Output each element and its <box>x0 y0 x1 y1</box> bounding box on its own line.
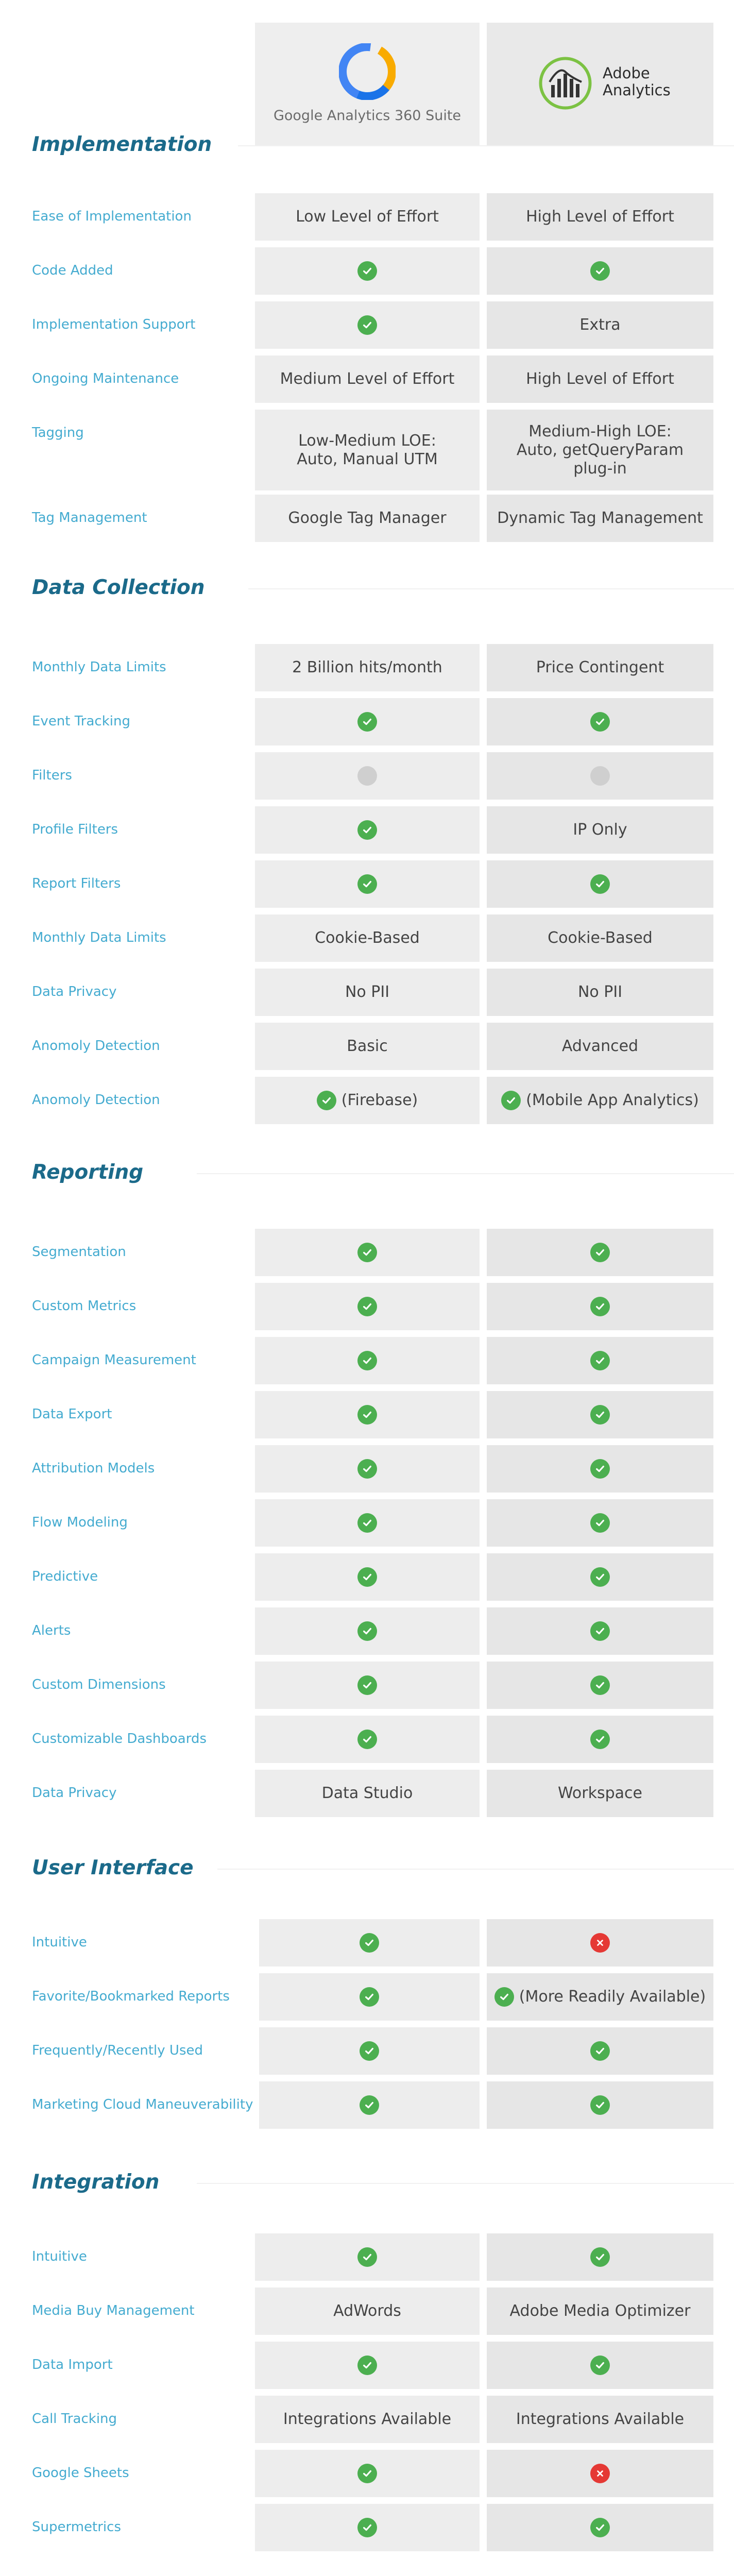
ga360-logo-icon <box>339 43 396 100</box>
row-label: Segmentation <box>32 1244 126 1260</box>
check-icon <box>590 712 610 732</box>
adobe-analytics-cell <box>487 644 713 691</box>
ga360-cell <box>255 806 480 854</box>
check-icon <box>590 1675 610 1695</box>
ga360-cell <box>255 1283 480 1330</box>
adobe-analytics-cell <box>487 1662 713 1709</box>
ga360-cell <box>259 1919 480 1967</box>
check-icon <box>590 1297 610 1316</box>
row-label: Custom Dimensions <box>32 1677 166 1692</box>
cell-value: Extra <box>579 316 621 334</box>
ga360-cell <box>255 2504 480 2551</box>
ga360-cell <box>255 644 480 691</box>
check-icon <box>360 1933 379 1953</box>
ga360-cell <box>255 1077 480 1124</box>
ga360-cell <box>255 1499 480 1547</box>
check-icon <box>590 1730 610 1749</box>
cell-value: Google Tag Manager <box>288 509 447 527</box>
ga360-cell <box>255 698 480 745</box>
cross-icon <box>590 2464 610 2483</box>
adobe-analytics-logo-cell <box>487 23 713 146</box>
adobe-analytics-cell <box>487 1391 713 1438</box>
cell-value: No PII <box>577 983 623 1001</box>
adobe-analytics-cell <box>487 2233 713 2281</box>
cell-value-line: Medium-High LOE: <box>528 422 672 440</box>
ga360-cell <box>255 1662 480 1709</box>
cell-value: 2 Billion hits/month <box>292 658 442 676</box>
check-icon <box>357 2518 377 2537</box>
cell-value: Low Level of Effort <box>296 208 439 226</box>
cell-value: Cookie-Based <box>548 929 653 947</box>
row-label: Report Filters <box>32 876 121 891</box>
ga360-cell <box>255 1391 480 1438</box>
section-title: Data Collection <box>32 576 205 599</box>
cell-value: Dynamic Tag Management <box>497 509 703 527</box>
ga360-cell <box>255 860 480 908</box>
section-title: Integration <box>32 2171 160 2194</box>
adobe-analytics-cell <box>487 1229 713 1276</box>
check-icon <box>357 2247 377 2267</box>
cell-value: No PII <box>345 983 390 1001</box>
adobe-analytics-cell <box>487 1716 713 1763</box>
check-icon <box>590 1513 610 1533</box>
cell-value: Integrations Available <box>283 2410 452 2428</box>
row-label: Tagging <box>32 425 84 440</box>
adobe-analytics-cell <box>487 2081 713 2129</box>
adobe-analytics-cell <box>487 2450 713 2497</box>
ga360-cell <box>255 1229 480 1276</box>
section-integration <box>32 2166 734 2197</box>
adobe-analytics-cell <box>487 1499 713 1547</box>
check-icon <box>360 1987 379 2007</box>
cell-value: (Firebase) <box>341 1091 418 1109</box>
row-label: Call Tracking <box>32 2411 117 2427</box>
ga360-cell <box>255 969 480 1016</box>
row-label: Ongoing Maintenance <box>32 371 179 386</box>
section-divider <box>197 1173 734 1174</box>
ga360-cell <box>255 301 480 349</box>
check-icon <box>357 1730 377 1749</box>
cell-value: Data Studio <box>321 1784 413 1802</box>
row-label: Google Sheets <box>32 2465 129 2481</box>
check-icon <box>357 2464 377 2483</box>
adobe-analytics-cell <box>487 2027 713 2075</box>
check-icon <box>357 1459 377 1479</box>
check-icon <box>494 1987 514 2007</box>
row-label: Favorite/Bookmarked Reports <box>32 1989 230 2004</box>
row-label: Campaign Measurement <box>32 1352 196 1368</box>
cell-value-line: plug-in <box>573 459 627 478</box>
ga360-cell <box>255 2450 480 2497</box>
adobe-analytics-cell <box>487 1607 713 1655</box>
check-icon <box>357 1351 377 1370</box>
neutral-dot-icon <box>590 766 610 786</box>
row-label: Data Import <box>32 2357 113 2372</box>
row-label: Data Privacy <box>32 984 117 999</box>
check-icon <box>501 1091 521 1110</box>
ga360-cell <box>255 193 480 241</box>
check-icon <box>357 1675 377 1695</box>
row-label: Data Export <box>32 1406 112 1422</box>
row-label: Ease of Implementation <box>32 209 192 224</box>
row-label: Tag Management <box>32 510 147 526</box>
check-icon <box>357 315 377 335</box>
cell-value: IP Only <box>573 821 627 839</box>
section-data-collection <box>32 572 734 603</box>
section-divider <box>238 145 734 146</box>
adobe-analytics-cell <box>487 2396 713 2443</box>
check-icon <box>357 1297 377 1316</box>
check-icon <box>357 820 377 840</box>
section-divider <box>197 2183 734 2184</box>
cell-value: Price Contingent <box>536 658 664 676</box>
ga360-cell <box>255 495 480 542</box>
check-icon <box>590 2518 610 2537</box>
ga360-cell <box>255 1607 480 1655</box>
cell-multiline-value <box>297 432 437 469</box>
cell-value: Basic <box>347 1037 388 1055</box>
check-icon <box>357 1567 377 1587</box>
ga360-cell <box>255 2342 480 2389</box>
adobe-analytics-cell <box>487 193 713 241</box>
adobe-analytics-cell <box>487 301 713 349</box>
row-label: Anomoly Detection <box>32 1092 160 1108</box>
section-divider <box>248 588 734 589</box>
ga360-cell <box>255 2233 480 2281</box>
adobe-analytics-cell <box>487 355 713 403</box>
adobe-analytics-cell <box>487 2342 713 2389</box>
row-label: Frequently/Recently Used <box>32 2043 203 2058</box>
row-label: Intuitive <box>32 2249 87 2264</box>
section-implementation <box>32 129 734 160</box>
cell-value-line: Auto, Manual UTM <box>297 450 438 468</box>
adobe-analytics-logo-text <box>603 65 671 99</box>
adobe-analytics-cell <box>487 1445 713 1493</box>
row-label: Monthly Data Limits <box>32 659 166 675</box>
check-icon <box>357 1243 377 1262</box>
check-icon <box>590 1621 610 1641</box>
cell-value: Advanced <box>561 1037 639 1055</box>
adobe-analytics-cell <box>487 806 713 854</box>
ga360-cell <box>255 1716 480 1763</box>
section-title: Reporting <box>32 1161 144 1184</box>
analytics-logo-line: Analytics <box>603 81 671 99</box>
adobe-analytics-cell <box>487 1077 713 1124</box>
row-label: Filters <box>32 768 72 783</box>
check-icon <box>357 712 377 732</box>
adobe-analytics-cell <box>487 752 713 800</box>
adobe-analytics-cell <box>487 2504 713 2551</box>
adobe-analytics-cell <box>487 1973 713 2021</box>
ga360-logo-text: Google Analytics 360 Suite <box>273 108 462 124</box>
check-icon <box>360 2095 379 2115</box>
section-reporting <box>32 1157 734 1188</box>
row-label: Code Added <box>32 263 113 278</box>
row-label: Event Tracking <box>32 714 130 729</box>
check-icon <box>357 2355 377 2375</box>
cell-value: (More Readily Available) <box>519 1988 706 2006</box>
row-label: Marketing Cloud Maneuverability <box>32 2097 253 2112</box>
cell-value-line: Low-Medium LOE: <box>298 431 436 450</box>
adobe-analytics-cell <box>487 969 713 1016</box>
check-icon <box>590 261 610 281</box>
row-label: Anomoly Detection <box>32 1038 160 1054</box>
adobe-logo-line: Adobe <box>603 64 650 82</box>
check-icon <box>357 1621 377 1641</box>
cell-value-line: Auto, getQueryParam <box>516 440 684 459</box>
check-icon <box>590 1243 610 1262</box>
check-icon <box>357 1513 377 1533</box>
section-divider <box>217 1869 734 1870</box>
row-label: Predictive <box>32 1569 98 1584</box>
adobe-analytics-cell <box>487 1919 713 1967</box>
cell-value: High Level of Effort <box>526 370 674 388</box>
adobe-analytics-cell <box>487 410 713 490</box>
ga360-cell <box>255 2287 480 2335</box>
row-label: Intuitive <box>32 1935 87 1950</box>
adobe-analytics-logo-icon <box>538 56 592 110</box>
cell-value: Integrations Available <box>516 2410 685 2428</box>
check-icon <box>590 874 610 894</box>
cell-value: (Mobile App Analytics) <box>526 1091 699 1109</box>
adobe-analytics-cell <box>487 2287 713 2335</box>
row-label: Supermetrics <box>32 2519 121 2535</box>
ga360-cell <box>259 2027 480 2075</box>
row-label: Monthly Data Limits <box>32 930 166 945</box>
row-label: Data Privacy <box>32 1785 117 1801</box>
ga360-cell <box>255 1445 480 1493</box>
row-label: Flow Modeling <box>32 1515 128 1530</box>
ga360-cell <box>255 2396 480 2443</box>
ga360-cell <box>255 1553 480 1601</box>
ga360-cell <box>255 752 480 800</box>
section-user-interface <box>32 1852 734 1883</box>
check-icon <box>357 1405 377 1425</box>
check-icon <box>590 2041 610 2061</box>
ga360-cell <box>255 247 480 295</box>
check-icon <box>357 261 377 281</box>
row-label: Media Buy Management <box>32 2303 195 2318</box>
check-icon <box>590 1351 610 1370</box>
check-icon <box>590 2247 610 2267</box>
cross-icon <box>590 1933 610 1953</box>
adobe-analytics-cell <box>487 1770 713 1817</box>
row-label: Customizable Dashboards <box>32 1731 207 1747</box>
ga360-cell <box>255 355 480 403</box>
adobe-analytics-cell <box>487 914 713 962</box>
row-label: Attribution Models <box>32 1461 155 1476</box>
check-icon <box>357 874 377 894</box>
check-icon <box>590 1459 610 1479</box>
row-label: Implementation Support <box>32 317 196 332</box>
cell-value: Medium Level of Effort <box>280 370 455 388</box>
cell-multiline-value <box>517 422 684 478</box>
adobe-analytics-cell <box>487 698 713 745</box>
adobe-analytics-cell <box>487 860 713 908</box>
adobe-analytics-cell <box>487 495 713 542</box>
ga360-logo-cell <box>255 23 480 146</box>
check-icon <box>317 1091 336 1110</box>
ga360-cell <box>255 1337 480 1384</box>
cell-value: Cookie-Based <box>315 929 420 947</box>
cell-value: AdWords <box>333 2302 401 2320</box>
ga360-cell <box>255 1770 480 1817</box>
section-title: User Interface <box>32 1856 194 1879</box>
ga360-cell <box>255 914 480 962</box>
adobe-analytics-cell <box>487 247 713 295</box>
check-icon <box>360 2041 379 2061</box>
check-icon <box>590 2355 610 2375</box>
cell-value: Adobe Media Optimizer <box>509 2302 691 2320</box>
check-icon <box>590 2095 610 2115</box>
check-icon <box>590 1405 610 1425</box>
section-title: Implementation <box>32 133 212 156</box>
adobe-analytics-cell <box>487 1283 713 1330</box>
adobe-analytics-cell <box>487 1023 713 1070</box>
ga360-cell <box>259 1973 480 2021</box>
row-label: Profile Filters <box>32 822 118 837</box>
cell-value: Workspace <box>558 1784 642 1802</box>
adobe-analytics-cell <box>487 1553 713 1601</box>
ga360-cell <box>255 1023 480 1070</box>
cell-value: High Level of Effort <box>526 208 674 226</box>
adobe-analytics-cell <box>487 1337 713 1384</box>
row-label: Custom Metrics <box>32 1298 136 1314</box>
row-label: Alerts <box>32 1623 71 1638</box>
ga360-cell <box>255 410 480 490</box>
ga360-cell <box>259 2081 480 2129</box>
neutral-dot-icon <box>357 766 377 786</box>
check-icon <box>590 1567 610 1587</box>
